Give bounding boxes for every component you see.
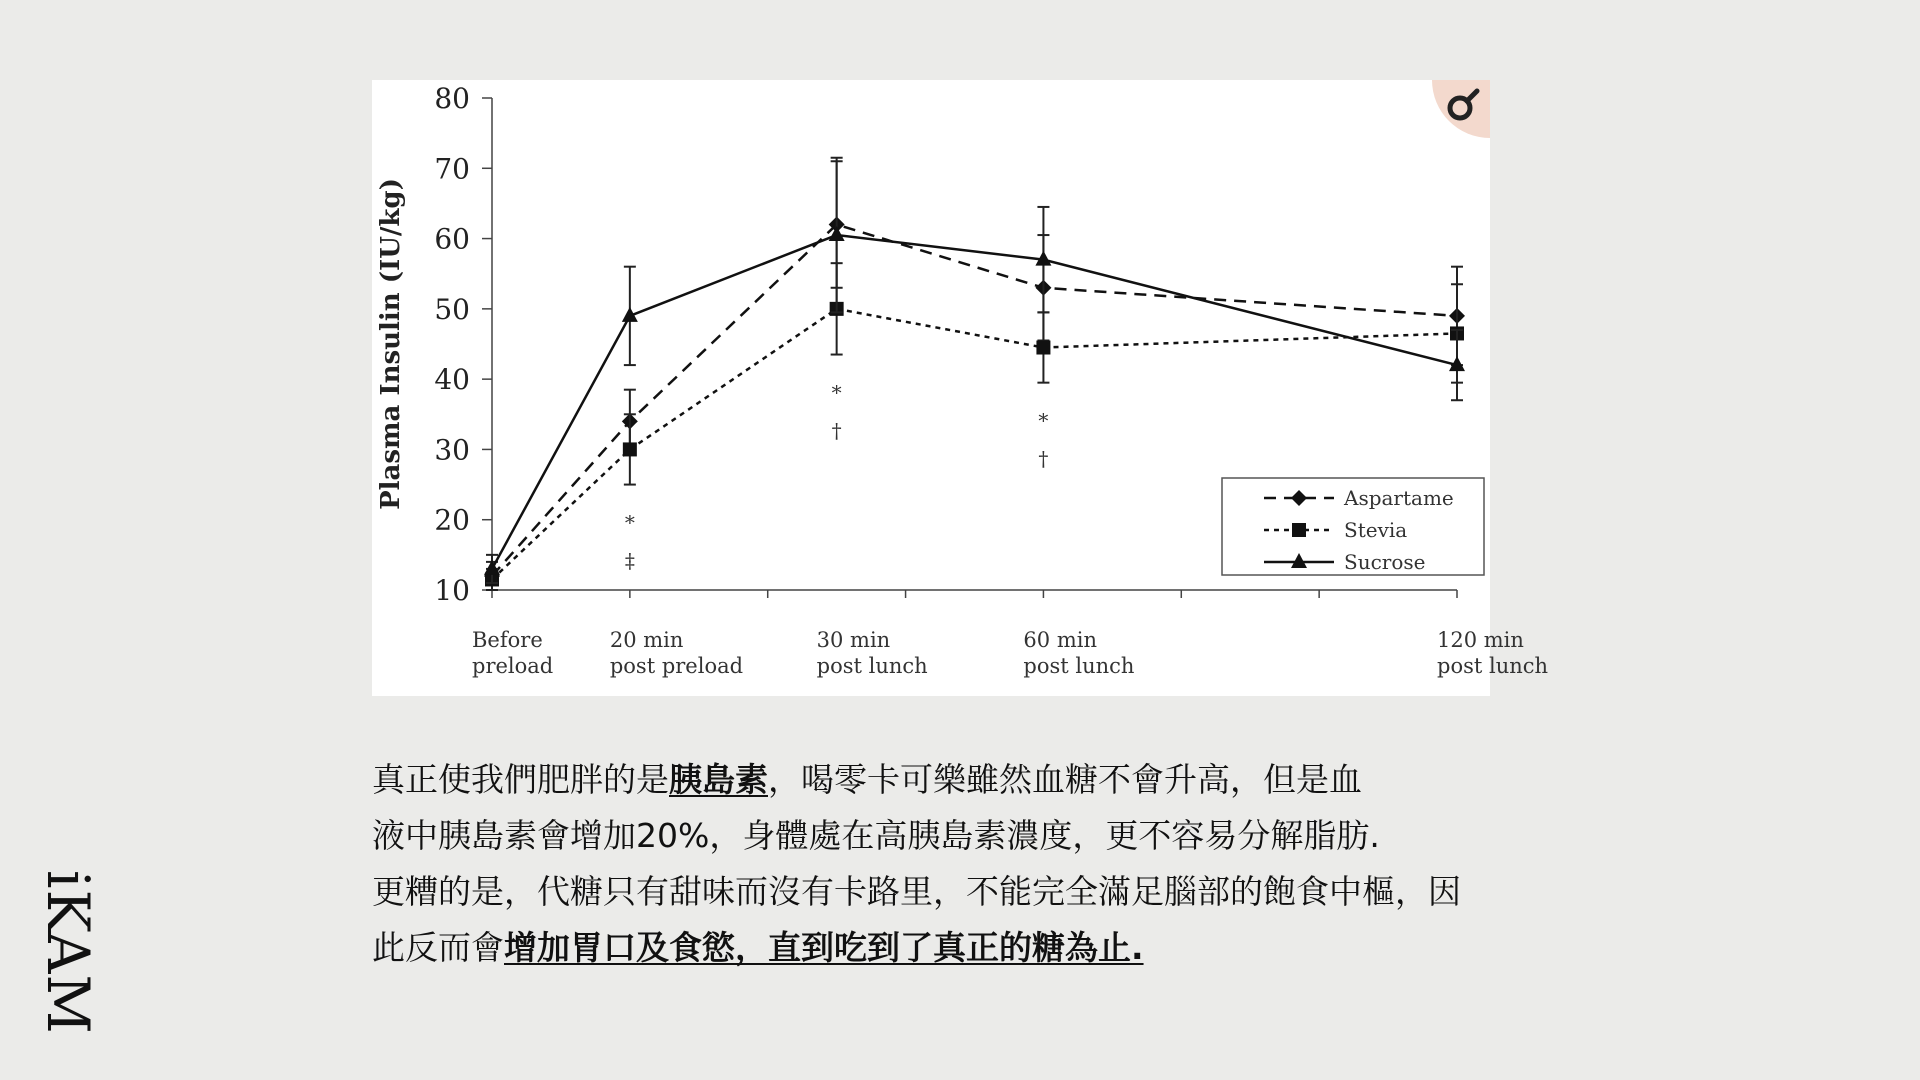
x-tick-label: 20 min: [609, 628, 684, 652]
caption-line-4: [372, 920, 1602, 976]
legend-aspartame-label: Aspartame: [1344, 486, 1454, 510]
x-tick-label: post preload: [609, 654, 744, 678]
y-tick-label: 20: [434, 503, 470, 537]
caption-text: ，喝零卡可樂雖然血糖不會升高，但是血: [768, 760, 1362, 799]
significance-mark: †: [831, 418, 842, 443]
brand-logo-text: iKAM: [34, 870, 102, 1035]
x-tick-label: Before: [472, 628, 543, 652]
chart-canvas: [372, 80, 1549, 696]
x-tick-label: post lunch: [1437, 654, 1549, 678]
y-tick-label: 50: [434, 292, 470, 326]
legend-stevia-label: Stevia: [1344, 518, 1408, 542]
x-tick-label: post lunch: [816, 654, 928, 678]
insulin-chart: [372, 80, 1549, 696]
y-tick-label: 30: [434, 433, 470, 467]
x-tick-label: 60 min: [1023, 628, 1097, 652]
y-tick-label: 10: [434, 574, 470, 607]
significance-mark: *: [831, 380, 842, 405]
legend-sucrose-label: Sucrose: [1344, 550, 1426, 574]
caption-emphasis-insulin: 胰島素: [669, 760, 768, 799]
stevia-point: [623, 442, 637, 456]
legend-stevia-marker: [1292, 523, 1306, 537]
caption-text: 真正使我們肥胖的是: [372, 760, 669, 799]
x-tick-label: 30 min: [816, 628, 891, 652]
x-tick-label: 120 min: [1437, 628, 1524, 652]
y-axis-title: Plasma Insulin (IU/kg): [376, 178, 406, 510]
y-tick-label: 80: [434, 82, 470, 115]
y-tick-label: 70: [434, 152, 470, 186]
significance-mark: *: [624, 510, 635, 535]
caption-line-3: 更糟的是，代糖只有甜味而沒有卡路里，不能完全滿足腦部的飽食中樞，因: [372, 872, 1461, 911]
gender-symbol-icon: [1444, 86, 1482, 124]
y-tick-label: 40: [434, 363, 470, 397]
caption: [372, 752, 1602, 976]
y-tick-label: 60: [434, 222, 470, 256]
significance-mark: ‡: [624, 548, 635, 573]
caption-line-2: 液中胰島素會增加20%，身體處在高胰島素濃度，更不容易分解脂肪.: [372, 816, 1380, 855]
caption-text: 此反而會: [372, 928, 504, 967]
stevia-point: [1036, 341, 1050, 355]
significance-mark: *: [1038, 408, 1049, 433]
significance-mark: †: [1038, 446, 1049, 471]
brand-logo: [25, 870, 102, 1080]
x-tick-label: preload: [472, 654, 554, 678]
x-tick-label: post lunch: [1023, 654, 1135, 678]
caption-emphasis-appetite: 增加胃口及食慾，直到吃到了真正的糖為止.: [504, 928, 1144, 967]
caption-line-1: [372, 752, 1602, 808]
